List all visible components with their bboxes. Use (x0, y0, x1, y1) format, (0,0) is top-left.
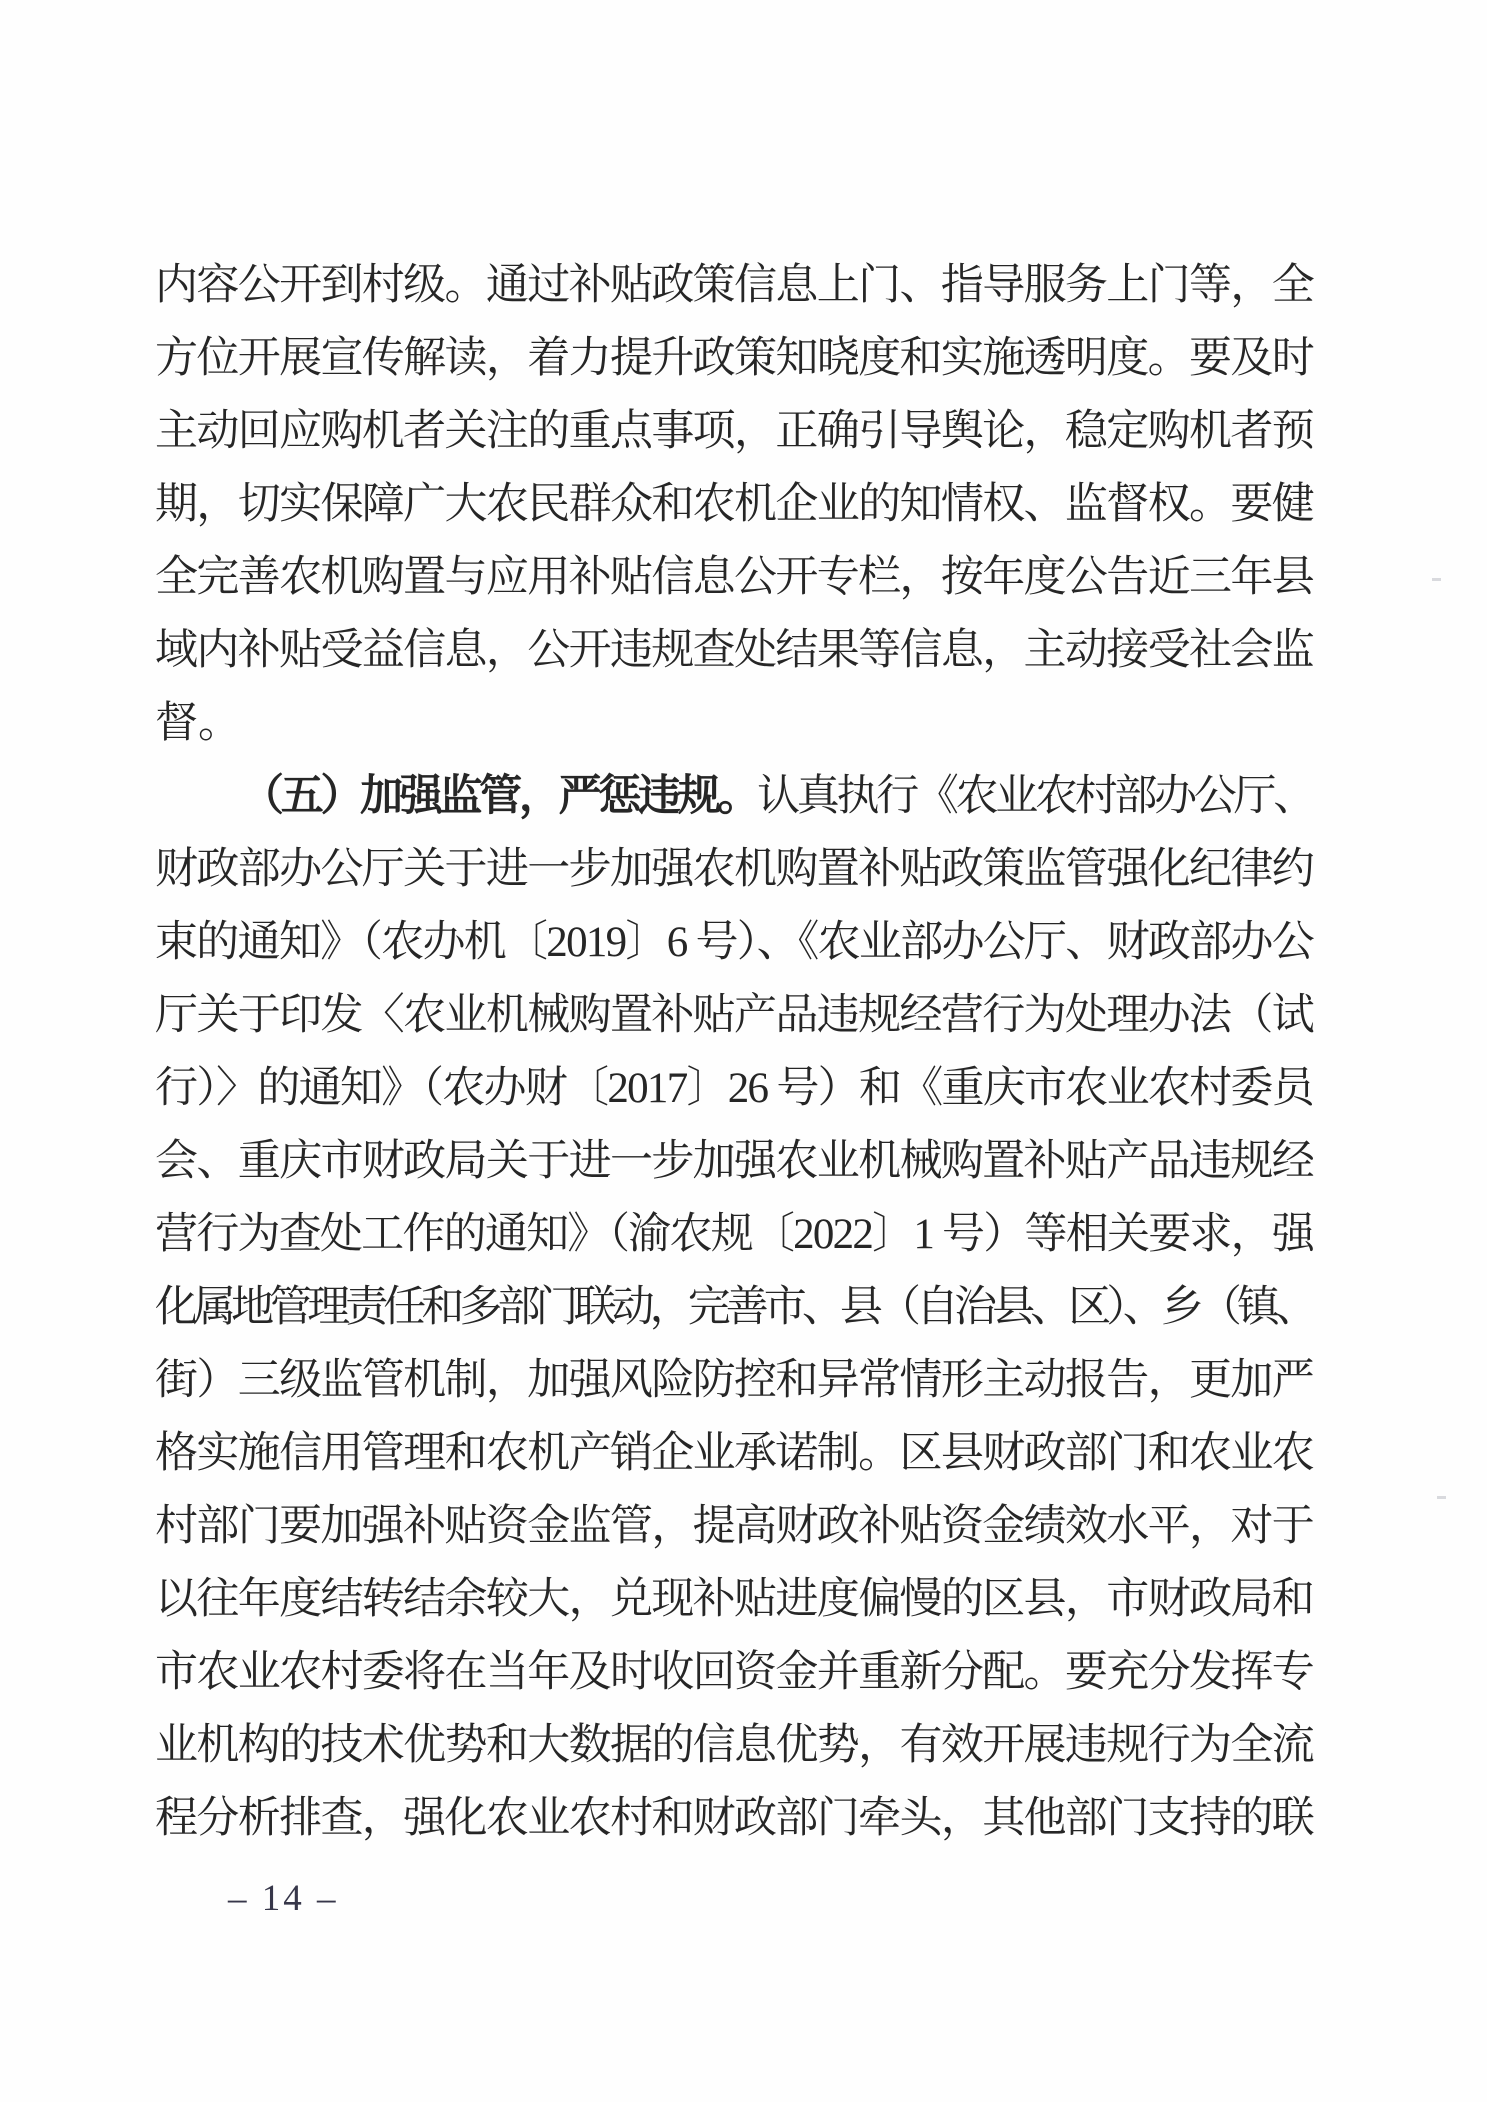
text-line (155, 468, 1313, 541)
text-line-content (155, 408, 1313, 455)
text-line-content (155, 919, 1313, 966)
text-line (155, 541, 1313, 614)
text-segment: 督。 (155, 700, 241, 747)
text-segment: 域内补贴受益信息，公开违规查处结果等信息，主动接受社会监 (155, 627, 1314, 674)
text-line-content (155, 1138, 1313, 1185)
scan-artifact (1437, 1496, 1446, 1499)
text-segment: 期，切实保障广大农民群众和农机企业的知情权、监督权。要健 (155, 481, 1314, 528)
text-line-content (155, 1284, 1313, 1331)
text-line-content (155, 1649, 1313, 1696)
text-block (155, 249, 1313, 1855)
text-line (155, 249, 1313, 322)
text-line (155, 1709, 1313, 1782)
text-line (155, 1052, 1313, 1125)
text-line-content (155, 1430, 1313, 1477)
text-line-content (155, 1795, 1313, 1842)
text-line (155, 322, 1313, 395)
text-line-content (155, 846, 1313, 893)
text-segment: 全完善农机购置与应用补贴信息公开专栏，按年度公告近三年县 (155, 554, 1314, 601)
text-line-content (155, 627, 1313, 674)
text-segment: 行）〉的通知》（农办财〔2017〕26 号）和《重庆市农业农村委员 (155, 1065, 1313, 1112)
text-segment: 以往年度结转结余较大，兑现补贴进度偏慢的区县，市财政局和 (155, 1576, 1314, 1623)
text-segment: 束的通知》（农办机〔2019〕6 号）、《农业部办公厅、财政部办公 (155, 919, 1313, 966)
text-segment: 认真执行《农业农村部办公厅、 (757, 773, 1313, 820)
text-line (155, 614, 1313, 687)
text-line (155, 1344, 1313, 1417)
text-line-content (155, 700, 241, 747)
text-line (155, 1782, 1313, 1855)
text-segment: 村部门要加强补贴资金监管，提高财政补贴资金绩效水平，对于 (155, 1503, 1314, 1550)
text-segment: 街）三级监管机制，加强风险防控和异常情形主动报告，更加严 (155, 1357, 1314, 1404)
text-segment: 业机构的技术优势和大数据的信息优势，有效开展违规行为全流 (155, 1722, 1314, 1769)
text-segment: 厅关于印发〈农业机械购置补贴产品违规经营行为处理办法（试 (155, 992, 1314, 1039)
text-segment: 会、重庆市财政局关于进一步加强农业机械购置补贴产品违规经 (155, 1138, 1314, 1185)
text-segment: 财政部办公厅关于进一步加强农机购置补贴政策监管强化纪律约 (155, 846, 1314, 893)
text-line-content (155, 1503, 1313, 1550)
text-line (155, 1271, 1313, 1344)
text-line-content (155, 481, 1313, 528)
text-line (155, 833, 1313, 906)
text-line-content (155, 554, 1313, 601)
text-segment: 方位开展宣传解读，着力提升政策知晓度和实施透明度。要及时 (155, 335, 1314, 382)
text-line (155, 1563, 1313, 1636)
text-line (155, 1636, 1313, 1709)
text-line-content (155, 1722, 1313, 1769)
text-line (155, 1198, 1313, 1271)
text-line-content (155, 1576, 1313, 1623)
text-segment: 内容公开到村级。通过补贴政策信息上门、指导服务上门等，全 (155, 262, 1314, 309)
text-line-content (155, 992, 1313, 1039)
text-segment: （五）加强监管，严惩违规。 (241, 773, 758, 820)
page-number: – 14 – (228, 1878, 339, 1919)
text-line (155, 979, 1313, 1052)
text-segment: 市农业农村委将在当年及时收回资金并重新分配。要充分发挥专 (155, 1649, 1314, 1696)
text-line-content (155, 1065, 1313, 1112)
text-segment: 格实施信用管理和农机产销企业承诺制。区县财政部门和农业农 (155, 1430, 1314, 1477)
text-line (155, 1417, 1313, 1490)
text-segment: 程分析排查，强化农业农村和财政部门牵头，其他部门支持的联 (155, 1795, 1314, 1842)
text-line (155, 395, 1313, 468)
text-line (155, 760, 1313, 833)
text-line-content (155, 335, 1313, 382)
scan-artifact (1432, 578, 1441, 581)
text-segment: 化属地管理责任和多部门联动，完善市、县（自治县、区）、乡（镇、 (155, 1284, 1314, 1331)
text-line (155, 1125, 1313, 1198)
text-line (155, 1490, 1313, 1563)
text-line-content (155, 262, 1313, 309)
text-line-content (155, 1211, 1313, 1258)
text-line-content (155, 1357, 1313, 1404)
text-line (155, 906, 1313, 979)
text-line (155, 687, 1313, 760)
text-segment: 营行为查处工作的通知》（渝农规〔2022〕1 号）等相关要求，强 (155, 1211, 1314, 1258)
text-segment: 主动回应购机者关注的重点事项，正确引导舆论，稳定购机者预 (155, 408, 1314, 455)
text-line-content (241, 773, 1313, 820)
